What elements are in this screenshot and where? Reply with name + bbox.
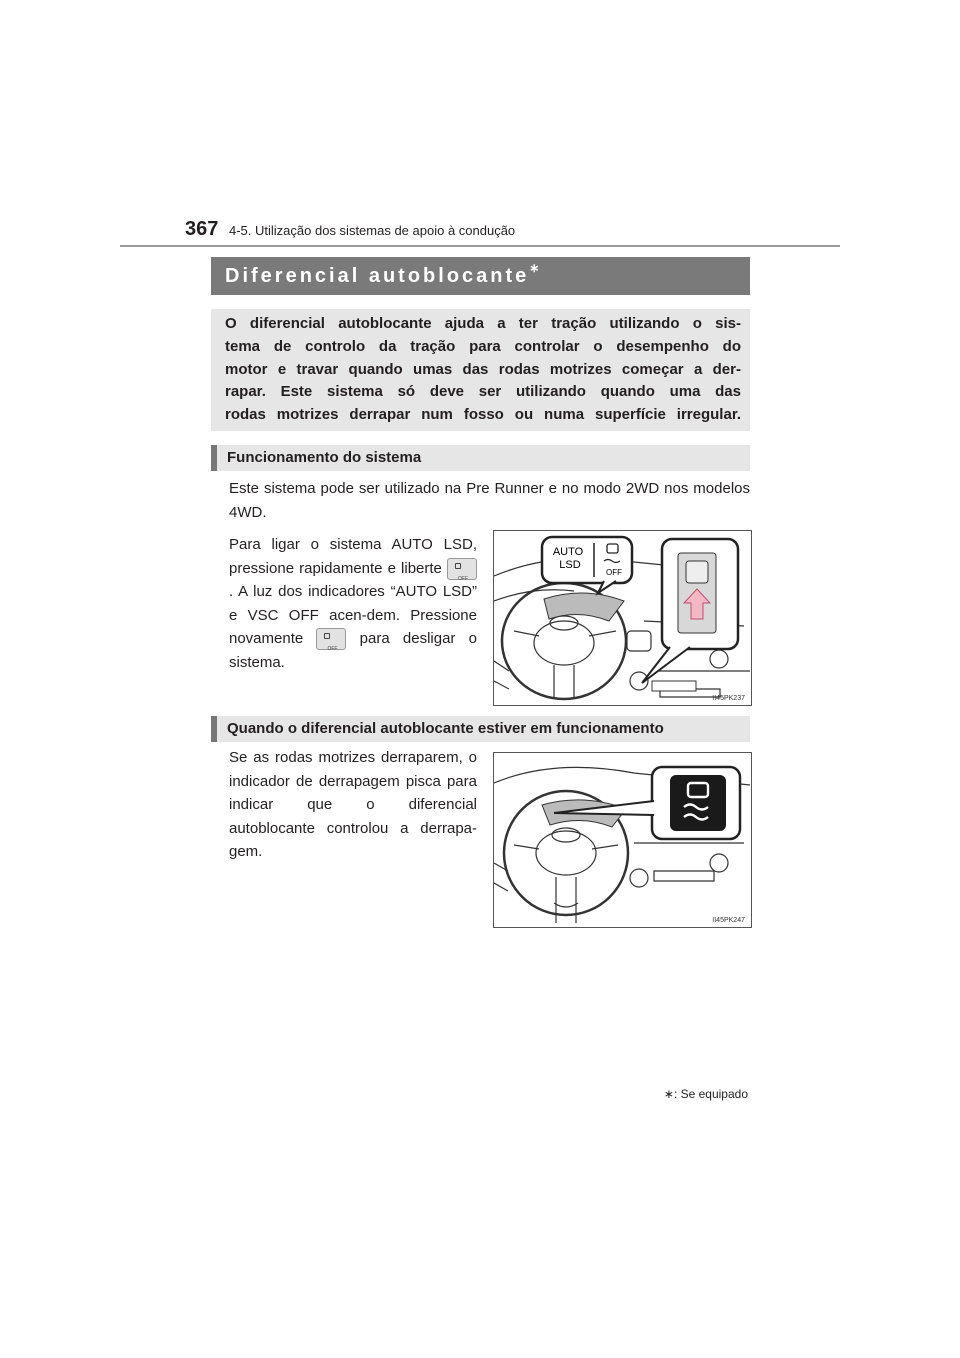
page-title-text: Diferencial autoblocante <box>225 265 530 287</box>
subheading-em-funcionamento <box>211 716 750 742</box>
dashboard-illustration <box>494 531 751 705</box>
dashboard-illustration-2 <box>494 753 751 927</box>
intro-line: rodas motrizes derrapar num fosso ou numa superfície irregular. <box>225 406 741 424</box>
figure-dashboard-switch <box>493 530 752 706</box>
intro-line: motor e travar quando umas das rodas motrizes começar a der- <box>225 360 741 378</box>
intro-text <box>225 313 741 427</box>
intro-line: rapar. Este sistema só deve ser utilizando quando uma das <box>225 383 741 401</box>
page-title <box>225 261 540 288</box>
header-rule <box>120 245 840 247</box>
subheading-text: Funcionamento do sistema <box>227 449 422 466</box>
lsd-switch-icon <box>447 558 477 580</box>
intro-line: tema de controlo da tração para controlar o desempenho do <box>225 337 741 355</box>
intro-box <box>211 309 750 431</box>
footnote <box>664 1087 748 1101</box>
paragraph-activation <box>229 533 477 674</box>
subheading-funcionamento <box>211 445 750 471</box>
lsd-switch-icon <box>316 628 346 650</box>
activation-text-a: Para ligar o sistema AUTO LSD, pressione rapidamente e liberte <box>229 536 477 577</box>
footnote-marker: ∗ <box>663 1087 674 1101</box>
figure-code: II45PK237 <box>712 695 745 702</box>
callout-off-text: OFF <box>606 568 622 577</box>
page-number: 367 <box>185 218 219 240</box>
callout-lsd-text: LSD <box>559 559 581 571</box>
figure-code: II45PK247 <box>712 917 745 924</box>
subheading-text: Quando o diferencial autoblocante estiver em funcionamento <box>227 720 664 737</box>
footnote-text: : Se equipado <box>673 1087 748 1101</box>
figure-slip-indicator <box>493 752 752 928</box>
callout-auto-text: AUTO <box>552 546 584 558</box>
activation-text-c: para desligar o sistema. <box>229 630 477 671</box>
title-bar <box>211 257 750 295</box>
title-marker: ∗ <box>529 261 540 275</box>
section-title: 4-5. Utilização dos sistemas de apoio à condução <box>229 223 516 238</box>
activation-text-b: . A luz dos indicadores “AUTO LSD” e VSC OFF acen-dem. Pressione novamente <box>229 583 477 647</box>
paragraph-usage: Este sistema pode ser utilizado na Pre Runner e no modo 2WD nos modelos 4WD. <box>229 480 750 521</box>
paragraph-slip-indicator: Se as rodas motrizes derraparem, o indicador de derrapagem pisca para indicar que o diferencial autoblocante controlou a derrapa-gem. <box>229 749 477 860</box>
intro-line: O diferencial autoblocante ajuda a ter tração utilizando o sis- <box>225 315 741 332</box>
